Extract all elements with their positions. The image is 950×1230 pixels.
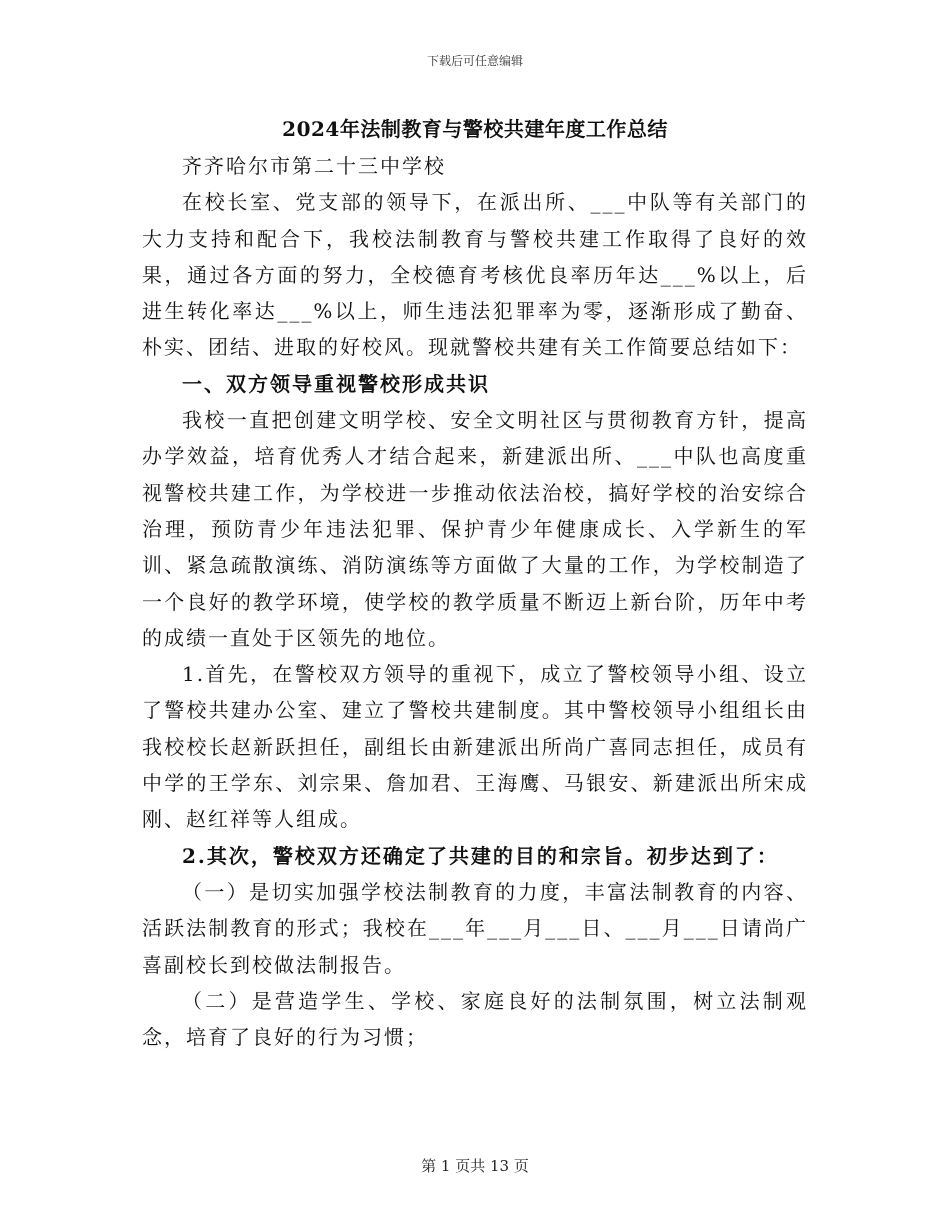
document-title: 2024年法制教育与警校共建年度工作总结	[282, 117, 668, 141]
body-paragraph: 1.首先，在警校双方领导的重视下，成立了警校领导小组、设立了警校共建办公室、建立了警校共建制度。其中警校领导小组组长由我校校长赵新跃担任，副组长由新建派出所尚广喜同志担任，成员有中学的王学东、刘宗果、詹加君、王海鹰、马银安、新建派出所宋成刚、赵红祥等人组成。	[142, 662, 808, 832]
page-number: 第 1 页共 13 页	[421, 1157, 529, 1175]
document-body	[142, 148, 808, 1055]
subsection-heading: 2.其次，警校双方还确定了共建的目的和宗旨。初步达到了：	[182, 843, 779, 868]
page-header-note: 下载后可任意编辑	[426, 54, 523, 68]
section-heading: 一、双方领导重视警校形成共识	[182, 371, 490, 396]
body-paragraph: （一）是切实加强学校法制教育的力度，丰富法制教育的内容、活跃法制教育的形式；我校在___年___月___日、___月___日请尚广喜副校长到校做法制报告。	[142, 879, 808, 977]
author-line: 齐齐哈尔市第二十三中学校	[182, 154, 446, 178]
body-paragraph: （二）是营造学生、学校、家庭良好的法制氛围，树立法制观念，培育了良好的行为习惯；	[142, 988, 808, 1050]
body-paragraph: 我校一直把创建文明学校、安全文明社区与贯彻教育方针，提高办学效益，培育优秀人才结合起来，新建派出所、___中队也高度重视警校共建工作，为学校进一步推动依法治校，搞好学校的治安综合治理，预防青少年违法犯罪、保护青少年健康成长、入学新生的军训、紧急疏散演练、消防演练等方面做了大量的工作，为学校制造了一个良好的教学环境，使学校的教学质量不断迈上新台阶，历年中考的成绩一直处于区领先的地位。	[142, 408, 808, 650]
body-paragraph: 在校长室、党支部的领导下，在派出所、___中队等有关部门的大力支持和配合下，我校法制教育与警校共建工作取得了良好的效果，通过各方面的努力，全校德育考核优良率历年达___%以上，后进生转化率达___%以上，师生违法犯罪率为零，逐渐形成了勤奋、朴实、团结、进取的好校风。现就警校共建有关工作简要总结如下：	[142, 190, 808, 360]
